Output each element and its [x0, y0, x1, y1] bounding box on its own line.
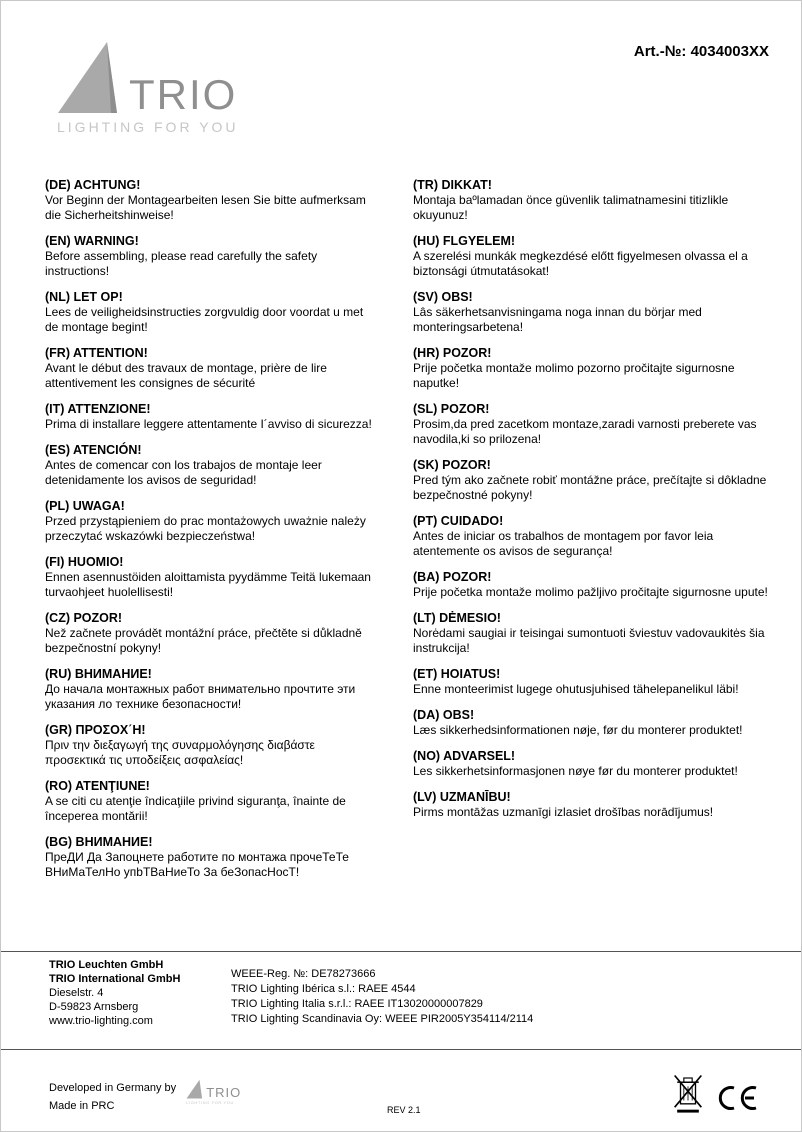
warning-body: Enne monteerimist lugege ohutusjuhised tähelepanelikul läbi! [413, 682, 739, 696]
warning-body: Πριν την διεξαγωγή της συναρμολόγησης διαβάστε προσεκτικά τις υποδείξεις ασφαλείας! [45, 738, 315, 767]
company-street: Dieselstr. 4 [49, 987, 104, 999]
warning-header: (FI) HUOMIO! [45, 555, 124, 569]
ce-mark-icon [715, 1083, 759, 1113]
warning-body: Prosim,da pred zacetkom montaze,zaradi varnosti preberete vas navodila,ki so prilozena! [413, 417, 757, 446]
warning-header: (PL) UWAGA! [45, 499, 125, 513]
warning-entry-nl [45, 289, 377, 335]
warning-body: Vor Beginn der Montagearbeiten lesen Sie bitte aufmerksam die Sicherheitshinweise! [45, 193, 366, 222]
article-number: Art.-№: 4034003XX [633, 43, 769, 60]
warnings-section [45, 177, 775, 890]
warning-body: Lâs säkerhetsanvisningama noga innan du börjar med monteringsarbetena! [413, 305, 702, 334]
warning-entry-hu [413, 233, 775, 279]
warning-body: Pirms montāžas uzmanīgi izlasiet drošības norādījumus! [413, 805, 714, 819]
warning-entry-gr [45, 722, 377, 768]
warning-entry-lt [413, 610, 775, 656]
warning-header: (GR) ΠΡΟΣΟΧ΄Η! [45, 723, 146, 737]
brand-tagline: LIGHTING FOR YOU [57, 119, 239, 135]
warning-body: Læs sikkerhedsinformationen nøje, før du monterer produktet! [413, 723, 743, 737]
warning-body: Montaja baºlamadan önce güvenlik talimatnamesini titizlikle okuyunuz! [413, 193, 729, 222]
company-city: D-59823 Arnsberg [49, 1001, 139, 1013]
company-address-block [49, 958, 180, 1028]
warning-header: (IT) ATTENZIONE! [45, 402, 151, 416]
company-website: www.trio-lighting.com [49, 1015, 153, 1027]
warning-header: (ES) ATENCIÓN! [45, 443, 142, 457]
warning-entry-hr [413, 345, 775, 391]
warnings-column-left [45, 177, 377, 890]
warning-header: (DA) OBS! [413, 708, 475, 722]
warning-entry-lv [413, 789, 775, 820]
company-name-2: TRIO International GmbH [49, 973, 181, 985]
warning-entry-es [45, 442, 377, 488]
weee-reg-line: TRIO Lighting Ibérica s.l.: RAEE 4544 [231, 983, 416, 995]
warning-header: (RU) ВНИМАНИЕ! [45, 667, 152, 681]
weee-crossed-out-bin-icon [673, 1071, 703, 1115]
warning-entry-tr [413, 177, 775, 223]
warning-body: Ennen asennustöiden aloittamista pyydämme Teitä lukemaan turvaohjeet huolellisesti! [45, 570, 371, 599]
triangle-logo-icon [186, 1079, 204, 1099]
brand-tagline: LIGHTING FOR YOU [186, 1100, 234, 1105]
company-name-1: TRIO Leuchten GmbH [49, 959, 164, 971]
warning-header: (FR) ATTENTION! [45, 346, 148, 360]
warning-header: (CZ) POZOR! [45, 611, 123, 625]
warning-body: Przed przystąpieniem do prac montażowych uważnie należy przeczytać wskazówki bezpieczeństwa! [45, 514, 366, 543]
brand-name: TRIO [206, 1085, 242, 1100]
warning-header: (NO) ADVARSEL! [413, 749, 516, 763]
trio-logo [57, 39, 277, 135]
weee-reg-line: WEEE-Reg. №: DE78273666 [231, 968, 376, 980]
warning-entry-sl [413, 401, 775, 447]
weee-registration-block [231, 967, 533, 1027]
warning-header: (SV) OBS! [413, 290, 473, 304]
revision-label: REV 2.1 [387, 1105, 421, 1115]
warning-entry-da [413, 707, 775, 738]
warning-entry-de [45, 177, 377, 223]
warnings-column-right [413, 177, 775, 890]
warning-header: (PT) CUIDADO! [413, 514, 504, 528]
warning-header: (RO) ATENŢIUNE! [45, 779, 150, 793]
warning-header: (EN) WARNING! [45, 234, 139, 248]
warning-entry-fr [45, 345, 377, 391]
warning-entry-ru [45, 666, 377, 712]
warning-header: (SK) POZOR! [413, 458, 491, 472]
made-in-text: Made in PRC [49, 1100, 115, 1112]
warning-body: До начала монтажных работ внимательно прочтите эти указания ло технике безопасности! [45, 682, 356, 711]
divider-bottom [1, 1049, 801, 1050]
warning-entry-en [45, 233, 377, 279]
warning-entry-pl [45, 498, 377, 544]
warning-entry-et [413, 666, 775, 697]
triangle-logo-icon [57, 39, 123, 115]
warning-entry-fi [45, 554, 377, 600]
weee-reg-line: TRIO Lighting Italia s.r.l.: RAEE IT13020000007829 [231, 998, 483, 1010]
warning-entry-it [45, 401, 377, 432]
warning-body: Prima di installare leggere attentamente I´avviso di sicurezza! [45, 417, 372, 431]
warning-body: A se citi cu atenţie îndicaţiile privind siguranţa, înainte de începerea montării! [45, 794, 346, 823]
warning-header: (TR) DIKKAT! [413, 178, 492, 192]
warning-body: Než začnete provádět montážní práce, přečtěte si důkladně bezpečnostní pokyny! [45, 626, 362, 655]
warning-body: Les sikkerhetsinformasjonen nøye før du monterer produktet! [413, 764, 738, 778]
developed-by-text: Developed in Germany by [49, 1082, 177, 1094]
weee-reg-line: TRIO Lighting Scandinavia Oy: WEEE PIR2005Y354114/2114 [231, 1013, 534, 1025]
warning-body: Avant le début des travaux de montage, prière de lire attentivement les consignes de sécurité [45, 361, 327, 390]
warning-entry-no [413, 748, 775, 779]
warning-entry-pt [413, 513, 775, 559]
warning-entry-cz [45, 610, 377, 656]
warning-header: (ET) HOIATUS! [413, 667, 501, 681]
warning-body: Antes de comencar con los trabajos de montaje leer detenidamente los avisos de seguridad! [45, 458, 322, 487]
divider-top [1, 951, 801, 952]
warning-entry-sk [413, 457, 775, 503]
warning-body: Before assembling, please read carefully the safety instructions! [45, 249, 318, 278]
warning-body: Norėdami saugiai ir teisingai sumontuoti šviestuv vadovaukitės šia instrukcija! [413, 626, 765, 655]
warning-body: ПреДИ Да Запоцнете работите по монтажа прочеТеТе ВНиМаТелНо упbТВаНиеТо За беЗопасНосТ! [45, 850, 349, 879]
warning-body: A szerelési munkák megkezdésé előtt figyelmesen olvassa el a biztonsági útmutatásokat! [413, 249, 748, 278]
trio-logo-small [186, 1079, 241, 1105]
warning-header: (BA) POZOR! [413, 570, 492, 584]
warning-entry-sv [413, 289, 775, 335]
warning-entry-ba [413, 569, 775, 600]
warning-body: Pred tým ako začnete robiť montážne práce, prečítajte si dôkladne bezpečnostné pokyny! [413, 473, 767, 502]
warning-entry-bg [45, 834, 377, 880]
warning-header: (LV) UZMANĪBU! [413, 790, 511, 804]
warning-body: Antes de iniciar os trabalhos de montagem por favor leia atentemente os avisos de segurança! [413, 529, 714, 558]
warning-body: Prije početka montaže molimo pozorno pročitajte sigurnosne naputke! [413, 361, 735, 390]
warning-header: (HU) FLGYELEM! [413, 234, 516, 248]
warning-entry-ro [45, 778, 377, 824]
warning-header: (SL) POZOR! [413, 402, 490, 416]
origin-block [49, 1079, 241, 1115]
warning-body: Prije početka montaže molimo pažljivo pročitajte sigurnosne upute! [413, 585, 768, 599]
warning-header: (HR) POZOR! [413, 346, 492, 360]
brand-name: TRIO [129, 71, 238, 118]
warning-body: Lees de veiligheidsinstructies zorgvuldig door voordat u met de montage begint! [45, 305, 364, 334]
warning-header: (DE) ACHTUNG! [45, 178, 141, 192]
warning-header: (LT) DĖMESIO! [413, 611, 501, 625]
warning-header: (NL) LET OP! [45, 290, 123, 304]
warning-header: (BG) ВНИМАНИЕ! [45, 835, 153, 849]
